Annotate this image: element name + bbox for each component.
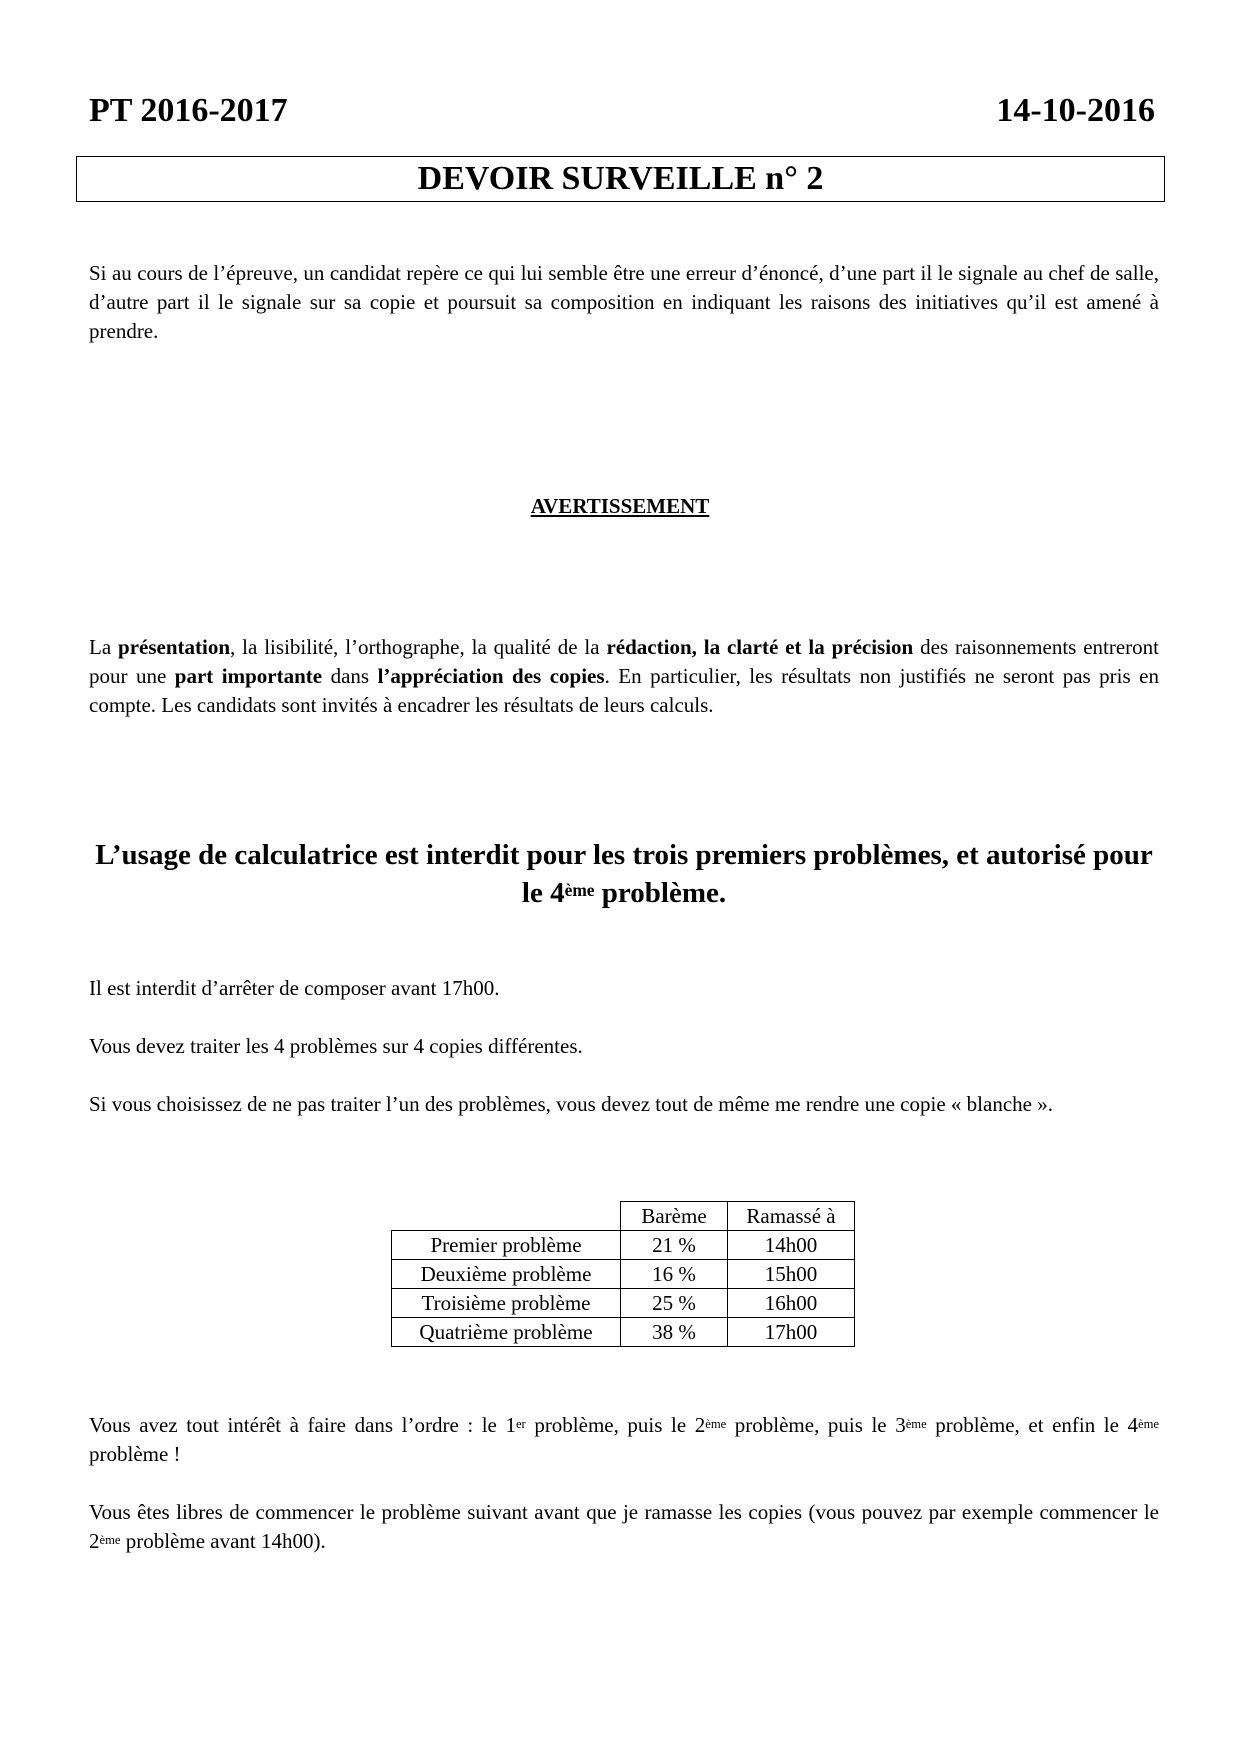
table-row: [392, 1231, 855, 1260]
table-row: [392, 1289, 855, 1318]
table-row: [392, 1318, 855, 1347]
table-cell: Quatrième problème: [392, 1318, 621, 1347]
table-cell: 16 %: [621, 1260, 728, 1289]
table-cell: Deuxième problème: [392, 1260, 621, 1289]
page-title: [76, 156, 1165, 202]
table-cell: 17h00: [728, 1318, 855, 1347]
table-cell: Premier problème: [392, 1231, 621, 1260]
table-header-cell: Ramassé à: [728, 1202, 855, 1231]
page-title-text: DEVOIR SURVEILLE n° 2: [417, 160, 824, 197]
intro-paragraph: Si au cours de l’épreuve, un candidat repère ce qui lui semble être une erreur d’énoncé, d’une part il le signale au chef de salle, d’autre part il le signale sur sa copie et poursuit sa composition en indiquant les raisons des initiatives qu’il est amené à prendre.: [89, 261, 1159, 343]
order-advice: Vous avez tout intérêt à faire dans l’ordre : le 1er problème, puis le 2ème problème, puis le 3ème problème, et enfin le 4ème problème !: [89, 1413, 1160, 1466]
table-cell: 14h00: [728, 1231, 855, 1260]
table-cell: 25 %: [621, 1289, 728, 1318]
table-cell: 21 %: [621, 1231, 728, 1260]
grading-table: [391, 1201, 855, 1347]
warning-paragraph: La présentation, la lisibilité, l’orthographe, la qualité de la rédaction, la clarté et la précision des raisonnements entreront pour une part importante dans l’appréciation des copies. En particulier, les résultats non justifiés ne seront pas pris en compte. Les candidats sont invités à encadrer les résultats de leurs calculs.: [89, 635, 1160, 717]
rule-separate-copies: Vous devez traiter les 4 problèmes sur 4 copies différentes.: [89, 1034, 583, 1058]
table-header-cell: [392, 1202, 621, 1231]
class-year: PT 2016-2017: [89, 92, 288, 129]
table-row: [392, 1260, 855, 1289]
table-cell: 15h00: [728, 1260, 855, 1289]
warning-heading: AVERTISSEMENT: [530, 494, 710, 518]
exam-date: 14-10-2016: [996, 92, 1155, 129]
table-cell: Troisième problème: [392, 1289, 621, 1318]
table-cell: 16h00: [728, 1289, 855, 1318]
free-start-note: Vous êtes libres de commencer le problème suivant avant que je ramasse les copies (vous pouvez par exemple commencer le 2ème problème avant 14h00).: [89, 1500, 1159, 1553]
table-header-cell: Barème: [621, 1202, 728, 1231]
table-cell: 38 %: [621, 1318, 728, 1347]
table-header-row: [392, 1202, 855, 1231]
calculator-notice: L’usage de calculatrice est interdit pour les trois premiers problèmes, et autorisé pour le 4ème problème.: [95, 839, 1153, 909]
rule-blank-copy: Si vous choisissez de ne pas traiter l’un des problèmes, vous devez tout de même me rendre une copie « blanche ».: [89, 1092, 1053, 1116]
rule-stop-time: Il est interdit d’arrêter de composer avant 17h00.: [89, 976, 500, 1000]
